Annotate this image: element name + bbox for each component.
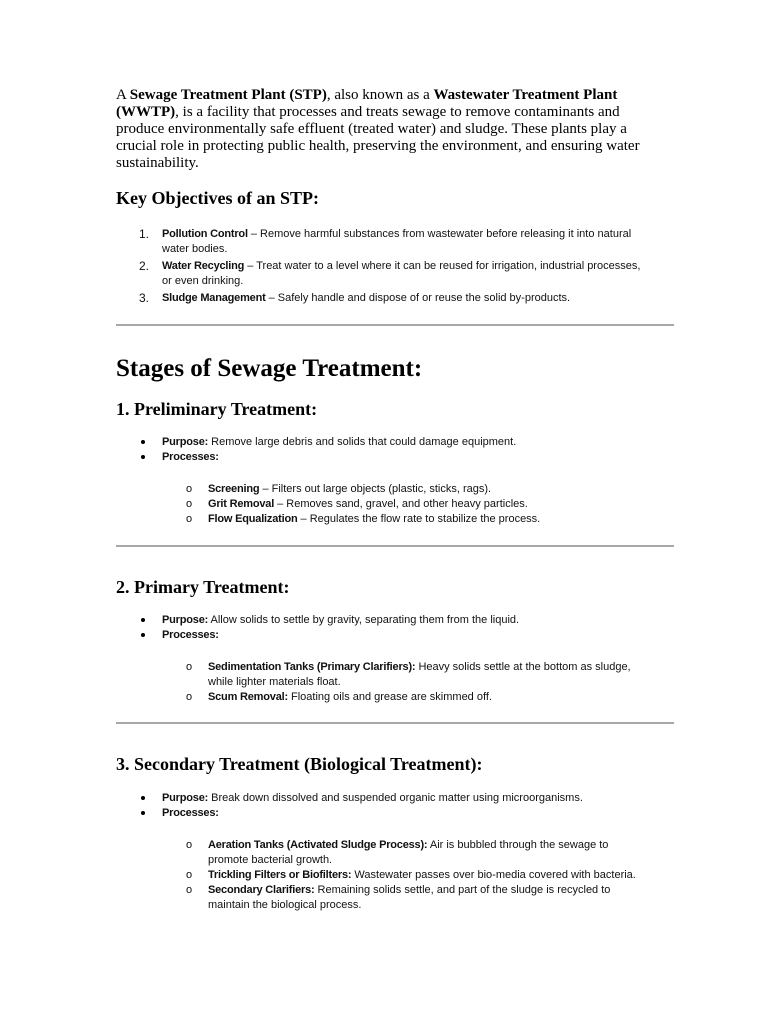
- process-term: Flow Equalization: [208, 513, 298, 525]
- sub-item: [186, 660, 648, 690]
- list-item: [139, 291, 642, 306]
- sub-item: [186, 690, 648, 705]
- horizontal-divider: [116, 722, 674, 724]
- processes-label: Processes:: [162, 807, 219, 819]
- horizontal-divider: [116, 545, 674, 547]
- stage-1-processes: [186, 482, 648, 527]
- process-term: Scum Removal:: [208, 691, 288, 703]
- circle-bullet-icon: o: [186, 483, 193, 495]
- item-term: Sludge Management: [162, 292, 266, 304]
- objectives-list: [139, 227, 642, 308]
- process-text: Heavy solids settle at the bottom as sludge, while lighter materials float.: [208, 661, 631, 688]
- list-number: 2.: [139, 259, 150, 273]
- bullet-icon: [141, 811, 145, 815]
- list-item: [139, 259, 642, 289]
- intro-text: , is a facility that processes and treats sewage to remove contaminants and produce environmentally safe effluent (treated water) and sludge. These plants play a crucial role in protecting public health, preserving the environment, and ensuring water sustainability.: [116, 104, 640, 171]
- bullet-item: [162, 791, 642, 806]
- circle-bullet-icon: o: [186, 839, 193, 851]
- process-text: Wastewater passes over bio-media covered with bacteria.: [351, 869, 636, 881]
- sub-item: [186, 838, 648, 868]
- sub-item: [186, 868, 648, 883]
- bullet-item: [162, 613, 642, 628]
- stage-2-title: 2. Primary Treatment:: [116, 577, 290, 597]
- process-term: Trickling Filters or Biofilters:: [208, 869, 352, 881]
- stage-3-processes: [186, 838, 648, 913]
- list-number: 3.: [139, 291, 150, 305]
- circle-bullet-icon: o: [186, 884, 193, 896]
- stage-1-bullets: [162, 435, 642, 465]
- purpose-text: Remove large debris and solids that could damage equipment.: [208, 436, 517, 448]
- stages-heading: Stages of Sewage Treatment:: [116, 355, 423, 382]
- sub-item: [186, 512, 648, 527]
- process-text: – Removes sand, gravel, and other heavy particles.: [274, 498, 528, 510]
- item-term: Pollution Control: [162, 228, 248, 240]
- purpose-label: Purpose:: [162, 436, 209, 448]
- stp-term: Sewage Treatment Plant (STP): [129, 87, 327, 103]
- process-term: Grit Removal: [208, 498, 275, 510]
- bullet-item: [162, 435, 642, 450]
- bullet-icon: [141, 618, 145, 622]
- intro-text: , also known as a: [326, 87, 434, 103]
- process-term: Aeration Tanks (Activated Sludge Process):: [208, 839, 428, 851]
- bullet-icon: [141, 455, 145, 459]
- process-term: Screening: [208, 483, 260, 495]
- bullet-icon: [141, 796, 145, 800]
- circle-bullet-icon: o: [186, 513, 193, 525]
- horizontal-divider: [116, 324, 674, 326]
- process-text: Remaining solids settle, and part of the sludge is recycled to maintain the biological process.: [208, 884, 611, 911]
- item-term: Water Recycling: [162, 260, 245, 272]
- process-text: – Regulates the flow rate to stabilize the process.: [297, 513, 541, 525]
- stage-2-bullets: [162, 613, 642, 643]
- sub-item: [186, 497, 648, 512]
- purpose-label: Purpose:: [162, 614, 209, 626]
- processes-label: Processes:: [162, 451, 219, 463]
- purpose-text: Break down dissolved and suspended organic matter using microorganisms.: [208, 792, 583, 804]
- bullet-item: [162, 806, 642, 821]
- process-term: Sedimentation Tanks (Primary Clarifiers):: [208, 661, 416, 673]
- process-text: – Filters out large objects (plastic, sticks, rags).: [259, 483, 492, 495]
- stage-1-title: 1. Preliminary Treatment:: [116, 399, 318, 419]
- sub-item: [186, 883, 648, 913]
- bullet-icon: [141, 633, 145, 637]
- sub-item: [186, 482, 648, 497]
- circle-bullet-icon: o: [186, 498, 193, 510]
- stage-3-title: 3. Secondary Treatment (Biological Treatment):: [116, 754, 483, 774]
- wwtp-term: Wastewater Treatment Plant (WWTP): [116, 87, 618, 120]
- purpose-text: Allow solids to settle by gravity, separating them from the liquid.: [208, 614, 520, 626]
- list-number: 1.: [139, 227, 150, 241]
- circle-bullet-icon: o: [186, 661, 193, 673]
- objectives-heading: Key Objectives of an STP:: [116, 188, 319, 208]
- process-text: Air is bubbled through the sewage to promote bacterial growth.: [208, 839, 609, 866]
- intro-text: A: [116, 87, 130, 103]
- circle-bullet-icon: o: [186, 869, 193, 881]
- stage-2-processes: [186, 660, 648, 705]
- bullet-item: [162, 450, 642, 465]
- item-text: – Safely handle and dispose of or reuse the solid by-products.: [265, 292, 571, 304]
- intro-paragraph: [116, 87, 656, 172]
- circle-bullet-icon: o: [186, 691, 193, 703]
- bullet-item: [162, 628, 642, 643]
- process-text: Floating oils and grease are skimmed off.: [287, 691, 492, 703]
- processes-label: Processes:: [162, 629, 219, 641]
- purpose-label: Purpose:: [162, 792, 209, 804]
- list-item: [139, 227, 642, 257]
- bullet-icon: [141, 440, 145, 444]
- stage-3-bullets: [162, 791, 642, 821]
- process-term: Secondary Clarifiers:: [208, 884, 315, 896]
- item-text: – Treat water to a level where it can be reused for irrigation, industrial processes, or even drinking.: [162, 260, 641, 287]
- item-text: – Remove harmful substances from wastewater before releasing it into natural water bodies.: [162, 228, 632, 255]
